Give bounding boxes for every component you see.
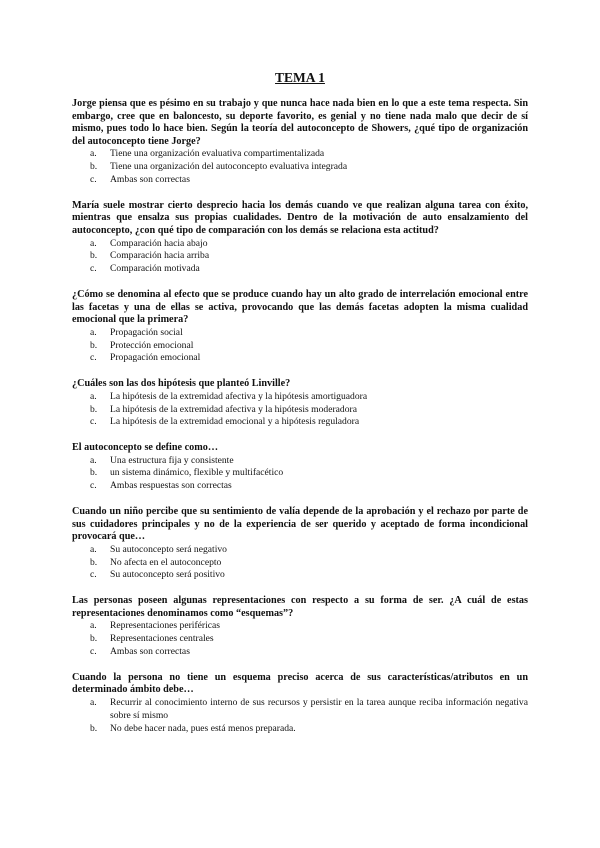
option-text: Ambas son correctas <box>110 173 190 185</box>
option-letter: c. <box>90 416 97 428</box>
question-stem: Las personas poseen algunas representaciones con respecto a su forma de ser. ¿A cuál de estas representaciones denominamos como “esquemas”? <box>72 595 528 619</box>
page-title: TEMA 1 <box>275 70 325 85</box>
answer-option <box>72 557 528 570</box>
option-text: Una estructura fija y consistente <box>110 454 234 466</box>
option-letter: b. <box>90 339 98 351</box>
option-text: No debe hacer nada, pues está menos preparada. <box>110 722 296 734</box>
question-stem: ¿Cuáles son las dos hipótesis que planteó Linville? <box>72 378 291 390</box>
answer-option <box>72 544 528 557</box>
question-stem: Cuando un niño percibe que su sentimiento de valía depende de la aprobación y el rechazo por parte de sus cuidadores principales y no de la experiencia de ser querido y aceptado de forma incondicional provocará que… <box>72 506 528 543</box>
option-text: Comparación hacia abajo <box>110 237 208 249</box>
question-block <box>72 378 528 429</box>
question-block <box>72 289 528 365</box>
answer-option <box>72 161 528 174</box>
answer-option <box>72 723 528 736</box>
answer-option <box>72 174 528 187</box>
answer-option <box>72 416 528 429</box>
option-text: Ambas son correctas <box>110 646 190 658</box>
option-letter: a. <box>90 326 97 338</box>
option-letter: a. <box>90 543 97 555</box>
answer-option <box>72 404 528 417</box>
answer-options <box>72 620 528 658</box>
question-block <box>72 98 528 187</box>
answer-option <box>72 327 528 340</box>
answer-option <box>72 455 528 468</box>
answer-option <box>72 569 528 582</box>
question-stem: María suele mostrar cierto desprecio hacia los demás cuando ve que realizan alguna tarea con éxito, mientras que ensalza sus propias cualidades. Dentro de la motivación de auto ensalzamiento del autoconcepto, ¿con qué tipo de comparación con los demás se relaciona esta actitud? <box>72 199 528 236</box>
question-block <box>72 200 528 276</box>
answer-options <box>72 148 528 186</box>
option-text: Su autoconcepto será positivo <box>110 569 225 581</box>
question-block <box>72 442 528 493</box>
option-text: Protección emocional <box>110 339 194 351</box>
question-block <box>72 595 528 659</box>
option-text: un sistema dinámico, flexible y multifacético <box>110 467 284 479</box>
option-letter: a. <box>90 148 97 160</box>
option-text: Propagación emocional <box>110 352 201 364</box>
answer-option <box>72 480 528 493</box>
option-text: No afecta en el autoconcepto <box>110 556 222 568</box>
answer-options <box>72 544 528 582</box>
answer-option <box>72 340 528 353</box>
option-text: Comparación motivada <box>110 263 200 275</box>
answer-options <box>72 391 528 429</box>
option-text: Representaciones periféricas <box>110 620 221 632</box>
option-text: La hipótesis de la extremidad emocional y a hipótesis reguladora <box>110 416 360 428</box>
option-text: La hipótesis de la extremidad afectiva y la hipótesis amortiguadora <box>110 390 368 402</box>
answer-option <box>72 263 528 276</box>
option-text: Recurrir al conocimiento interno de sus recursos y persistir en la tarea aunque reciba información negativa sobre sí mismo <box>110 697 528 721</box>
option-letter: c. <box>90 263 97 275</box>
option-letter: a. <box>90 697 97 709</box>
answer-options <box>72 238 528 276</box>
option-letter: c. <box>90 352 97 364</box>
option-letter: b. <box>90 161 98 173</box>
answer-option <box>72 697 528 723</box>
answer-option <box>72 238 528 251</box>
answer-option <box>72 352 528 365</box>
option-text: Tiene una organización evaluativa compartimentalizada <box>110 148 325 160</box>
answer-option <box>72 467 528 480</box>
answer-option <box>72 148 528 161</box>
question-stem: Cuando la persona no tiene un esquema preciso acerca de sus características/atributos en un determinado ámbito debe… <box>72 671 528 696</box>
option-text: Su autoconcepto será negativo <box>110 543 227 555</box>
answer-option <box>72 646 528 659</box>
option-text: Representaciones centrales <box>110 633 214 645</box>
option-letter: b. <box>90 467 98 479</box>
option-letter: a. <box>90 454 97 466</box>
option-letter: a. <box>90 390 97 402</box>
answer-options <box>72 697 528 735</box>
option-letter: b. <box>90 556 98 568</box>
question-stem: El autoconcepto se define como… <box>72 442 219 454</box>
option-letter: a. <box>90 620 97 632</box>
option-letter: c. <box>90 646 97 658</box>
answer-options <box>72 327 528 365</box>
option-text: Propagación social <box>110 326 183 338</box>
option-letter: b. <box>90 722 98 734</box>
question-list <box>72 98 528 748</box>
option-letter: c. <box>90 480 97 492</box>
answer-option <box>72 391 528 404</box>
question-stem: ¿Cómo se denomina al efecto que se produce cuando hay un alto grado de interrelación emocional entre las facetas y una de ellas se activa, provocando que las demás facetas adopten la misma cualidad emocional que la primera? <box>72 288 528 326</box>
option-text: La hipótesis de la extremidad afectiva y la hipótesis moderadora <box>110 403 357 415</box>
option-letter: a. <box>90 237 97 249</box>
option-letter: b. <box>90 633 98 645</box>
option-letter: c. <box>90 569 97 581</box>
option-letter: b. <box>90 403 98 415</box>
option-text: Tiene una organización del autoconcepto evaluativa integrada <box>110 161 348 173</box>
question-stem: Jorge piensa que es pésimo en su trabajo y que nunca hace nada bien en lo que a este tema respecta. Sin embargo, cree que en baloncesto, su deporte favorito, es genial y no tiene nada malo que decir de sí mismo, pues todo lo hace bien. Según la teoría del autoconcepto de Showers, ¿qué tipo de organización del autoconcepto tiene Jorge? <box>72 98 528 147</box>
answer-option <box>72 633 528 646</box>
option-text: Ambas respuestas son correctas <box>110 480 232 492</box>
option-text: Comparación hacia arriba <box>110 250 210 262</box>
option-letter: c. <box>90 173 97 185</box>
answer-option <box>72 620 528 633</box>
question-block <box>72 506 528 582</box>
option-letter: b. <box>90 250 98 262</box>
question-block <box>72 672 528 736</box>
answer-options <box>72 455 528 493</box>
answer-option <box>72 250 528 263</box>
